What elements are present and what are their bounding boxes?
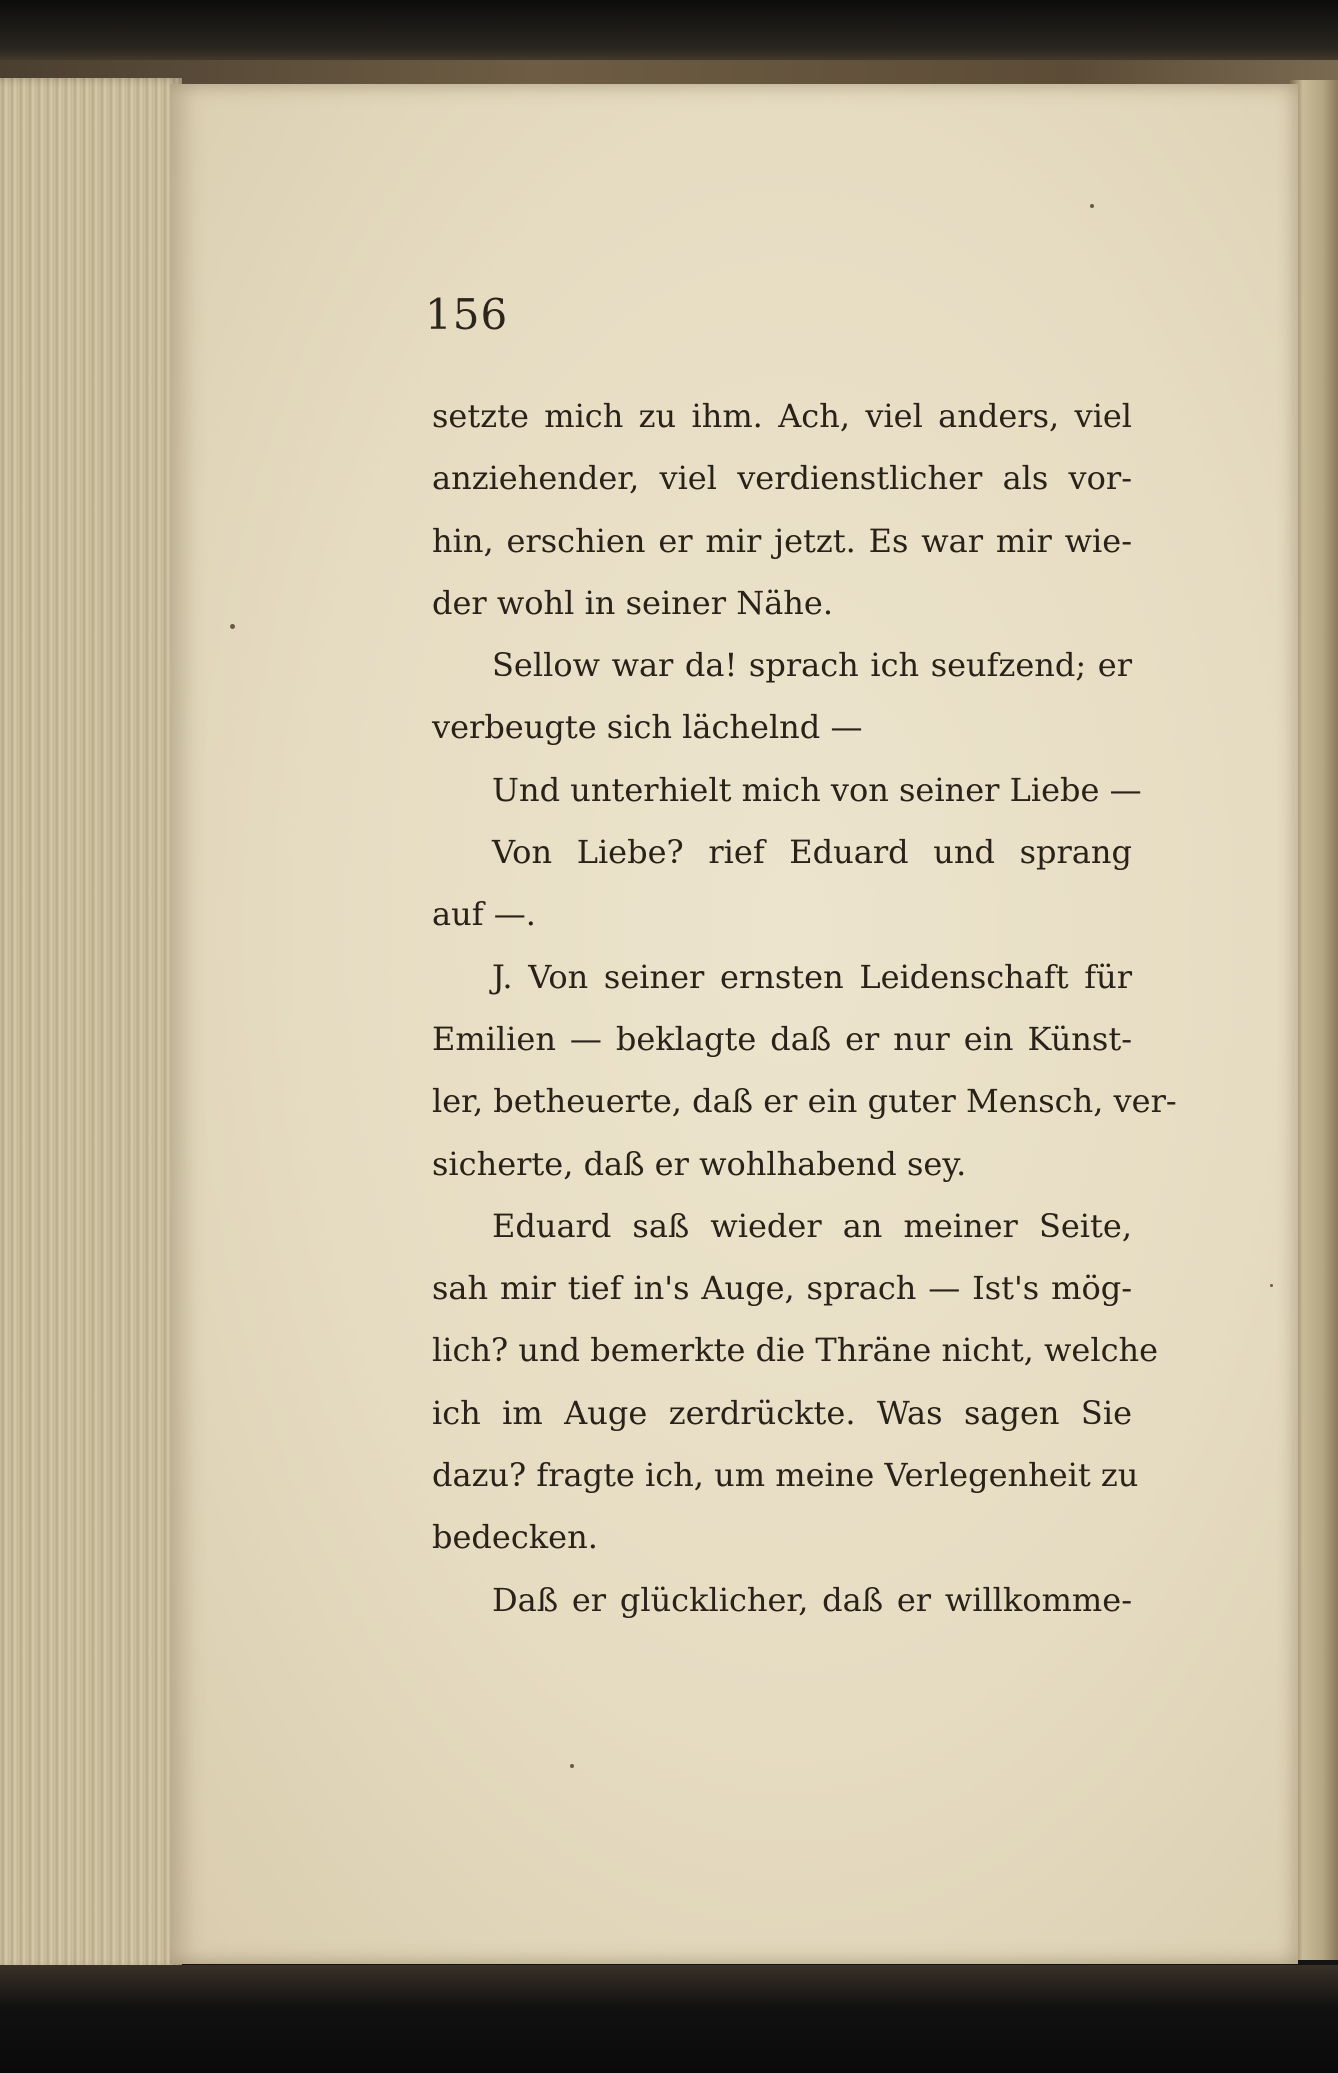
text-line: anziehender, viel verdienstlicher als vor- [432, 459, 1132, 498]
text-line: J. Von seiner ernsten Leidenschaft für [492, 957, 1132, 996]
text-line: dazu? fragte ich, um meine Verlegenheit zu [432, 1456, 1139, 1495]
paper-speck [1090, 204, 1094, 208]
cover-board-edge [0, 60, 1338, 86]
text-line: Und unterhielt mich von seiner Liebe — [492, 770, 1142, 809]
paper-speck [570, 1764, 574, 1768]
paper-speck [230, 624, 235, 629]
text-line: Daß er glücklicher, daß er willkomme- [492, 1580, 1132, 1619]
text-line: bedecken. [432, 1518, 598, 1557]
text-line: sah mir tief in's Auge, sprach — Ist's mög- [432, 1269, 1132, 1308]
paper-speck [1270, 1284, 1273, 1287]
page-number: 156 [425, 290, 509, 339]
text-line: lich? und bemerkte die Thräne nicht, welche [432, 1331, 1159, 1370]
page-text [432, 385, 1177, 1631]
text-line: setzte mich zu ihm. Ach, viel anders, viel [432, 397, 1132, 435]
text-line: ler, betheuerte, daß er ein guter Mensch, ver- [432, 1082, 1177, 1121]
book-cover-bottom [0, 1965, 1338, 2073]
text-line: sicherte, daß er wohlhabend sey. [432, 1144, 967, 1183]
text-line: ich im Auge zerdrückte. Was sagen Sie [432, 1393, 1132, 1432]
text-line: hin, erschien er mir jetzt. Es war mir wie- [432, 521, 1132, 560]
text-line: Emilien — beklagte daß er nur ein Künst- [432, 1019, 1132, 1058]
text-line: Sellow war da! sprach ich seufzend; er [492, 646, 1132, 685]
page-stack-left [0, 78, 182, 1970]
text-line: der wohl in seiner Nähe. [432, 583, 833, 622]
text-line: Eduard saß wieder an meiner Seite, [492, 1206, 1132, 1245]
text-line: auf —. [432, 895, 536, 934]
text-line: verbeugte sich lächelnd — [432, 708, 863, 747]
text-line: Von Liebe? rief Eduard und sprang [492, 833, 1132, 872]
